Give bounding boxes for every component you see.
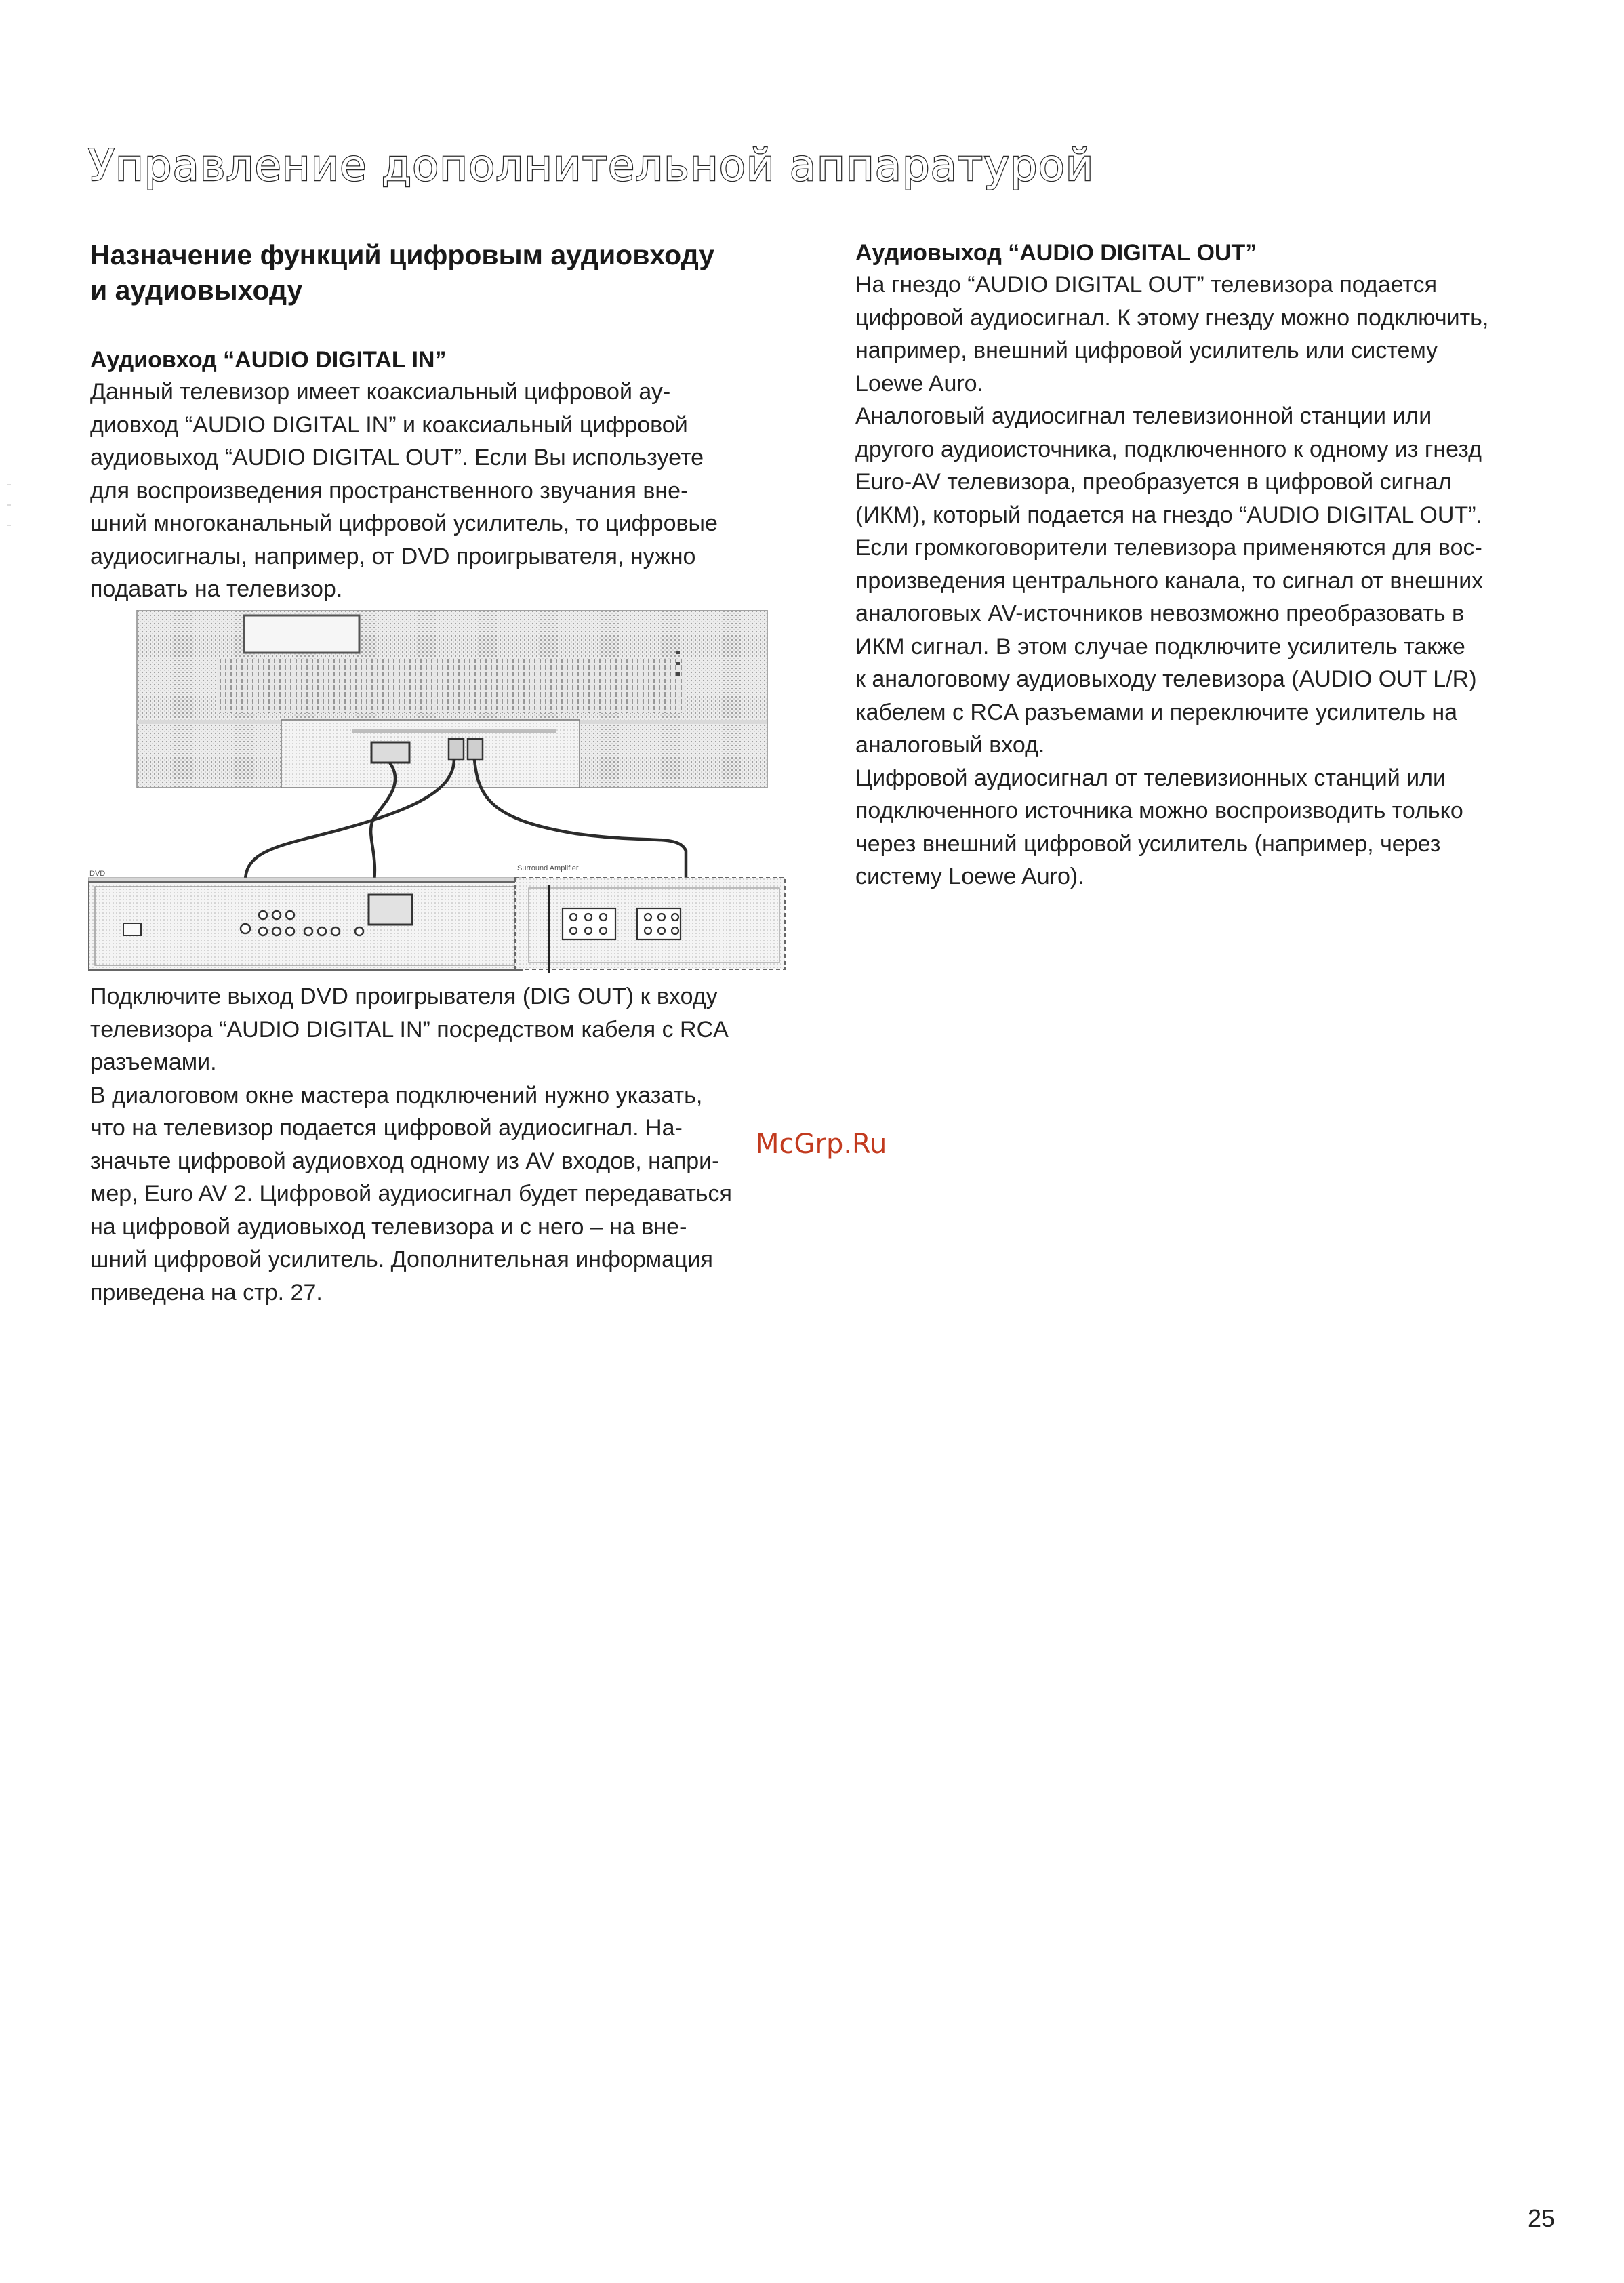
section-heading-line1: Назначение функций цифровым аудиовходу: [90, 239, 715, 270]
text-line: На гнездо “AUDIO DIGITAL OUT” телевизора подается: [855, 272, 1438, 298]
text-line: подавать на телевизор.: [90, 576, 343, 602]
text-line: к аналоговому аудиовыходу телевизора (AUDIO OUT L/R): [855, 666, 1477, 692]
left-column: [90, 237, 795, 606]
text-line: приведена на стр. 27.: [90, 1279, 323, 1306]
text-line: Аналоговый аудиосигнал телевизионной станции или: [855, 403, 1432, 429]
text-line: другого аудиоисточника, подключенного к одному из гнезд: [855, 436, 1482, 462]
dvd-player: [88, 870, 522, 970]
text-line: для воспроизведения пространственного звучания вне-: [90, 477, 689, 504]
page-number: 25: [1528, 2204, 1556, 2232]
section-heading: [90, 237, 795, 308]
text-line: кабелем с RCA разъемами и переключите усилитель на: [855, 699, 1458, 725]
amp-label: Surround Amplifier: [517, 864, 579, 872]
text-line: цифровой аудиосигнал. К этому гнезду можно подключить,: [855, 304, 1489, 331]
after-figure-paragraph: [90, 980, 795, 1309]
text-line: Данный телевизор имеет коаксиальный цифровой ау-: [90, 379, 671, 405]
text-line: значьте цифровой аудиовход одному из AV входов, напри-: [90, 1148, 720, 1174]
text-line: диовход “AUDIO DIGITAL IN” и коаксиальный цифровой: [90, 411, 688, 438]
text-line: Loewe Auro.: [855, 370, 984, 397]
text-line: произведения центрального канала, то сигнал от внешних: [855, 567, 1484, 594]
text-line: на цифровой аудиовыход телевизора и с него – на вне-: [90, 1213, 687, 1240]
text-line: аудиосигналы, например, от DVD проигрывателя, нужно: [90, 543, 696, 569]
text-line: шний цифровой усилитель. Дополнительная информация: [90, 1247, 713, 1272]
section-heading-line2: и аудиовыходу: [90, 275, 303, 306]
text-line: систему Loewe Auro).: [855, 864, 1084, 889]
text-line: разъемами.: [90, 1049, 217, 1075]
tv-back-panel: [137, 610, 767, 788]
page-title: Управление дополнительной аппаратурой: [88, 141, 1095, 191]
text-line: (ИКМ), который подается на гнездо “AUDIO DIGITAL OUT”.: [855, 502, 1482, 528]
dvd-label: DVD: [89, 870, 106, 878]
input-heading: Аудиовход “AUDIO DIGITAL IN”: [90, 347, 447, 373]
text-line: Подключите выход DVD проигрывателя (DIG OUT) к входу: [90, 984, 718, 1009]
text-line: В диалоговом окне мастера подключений нужно указать,: [90, 1082, 703, 1108]
text-line: аудиовыход “AUDIO DIGITAL OUT”. Если Вы используете: [90, 445, 704, 470]
text-line: мер, Euro AV 2. Цифровой аудиосигнал будет передаваться: [90, 1181, 732, 1207]
watermark: McGrp.Ru: [756, 1129, 887, 1160]
text-line: Euro-AV телевизора, преобразуется в цифровой сигнал: [855, 469, 1452, 495]
text-line: телевизора “AUDIO DIGITAL IN” посредством кабеля с RCA: [90, 1016, 729, 1043]
output-heading: Аудиовыход “AUDIO DIGITAL OUT”: [855, 240, 1257, 266]
text-line: через внешний цифровой усилитель (например, через: [855, 830, 1441, 857]
output-paragraph: [855, 268, 1560, 893]
right-column: [855, 237, 1560, 893]
text-line: Цифровой аудиосигнал от телевизионных станций или: [855, 765, 1446, 791]
text-line: шний многоканальный цифровой усилитель, то цифровые: [90, 510, 718, 536]
text-line: что на телевизор подается цифровой аудиосигнал. На-: [90, 1115, 683, 1141]
text-line: Если громкоговорители телевизора применяются для вос-: [855, 535, 1482, 561]
text-line: аналоговых AV-источников невозможно преобразовать в: [855, 601, 1465, 626]
text-line: аналоговый вход.: [855, 732, 1045, 758]
text-line: ИКМ сигнал. В этом случае подключите усилитель также: [855, 633, 1465, 660]
text-line: подключенного источника можно воспроизводить только: [855, 798, 1463, 824]
connection-diagram: [88, 610, 786, 976]
surround-amplifier: [515, 864, 785, 973]
margin-marks: [5, 481, 12, 529]
input-paragraph: [90, 376, 795, 606]
left-column-lower: [90, 980, 795, 1309]
text-line: например, внешний цифровой усилитель или систему: [855, 338, 1438, 363]
